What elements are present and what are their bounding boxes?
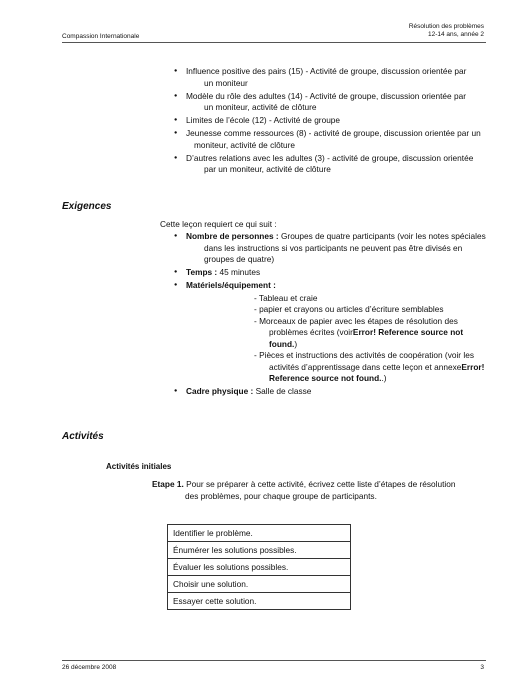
requirements-list bbox=[174, 231, 500, 399]
asset-bullet-list bbox=[174, 66, 500, 177]
subheading-activites-initiales: Activités initiales bbox=[106, 462, 172, 471]
list-item: ● D’autres relations avec les adultes (3) - activité de groupe, discussion orientée par un moniteur, activité de clôture bbox=[174, 153, 500, 176]
steps-table bbox=[167, 524, 351, 610]
list-item: ● Limites de l’école (12) - Activité de groupe bbox=[174, 115, 500, 127]
list-item-nombre: ● Nombre de personnes : Groupes de quatre participants (voir les notes spéciales dans les instructions si vos participants ne peuvent pas être divisés en groupes de quatre) bbox=[174, 231, 500, 266]
header-subtitle: 12-14 ans, année 2 bbox=[427, 31, 484, 38]
list-item: ● Modèle du rôle des adultes (14) - Activité de groupe, discussion orientée par un moniteur, activité de clôture bbox=[174, 91, 500, 114]
list-item: ● Influence positive des pairs (15) - Activité de groupe, discussion orientée par un moniteur bbox=[174, 66, 500, 89]
section-title-activites: Activités bbox=[62, 431, 104, 442]
exigences-intro: Cette leçon requiert ce qui suit : bbox=[160, 219, 277, 229]
section-title-exigences: Exigences bbox=[62, 201, 112, 212]
list-item-temps: ● Temps : 45 minutes bbox=[174, 267, 500, 279]
list-item-materiels: ● Matériels/équipement : - Tableau et craie - papier et crayons ou articles d’écriture semblables - Morceaux de papier avec les étapes de résolution des problèmes écrites (voirError! Reference source not found.) - Pièces et instructions des activités de coopération (voir les activités d’apprentissage dans cette leçon et annexeError! Reference source not found..) bbox=[174, 280, 500, 385]
footer-date: 26 décembre 2008 bbox=[62, 664, 117, 671]
header-divider bbox=[62, 42, 486, 43]
list-item-cadre: ● Cadre physique : Salle de classe bbox=[174, 386, 500, 398]
list-item: ● Jeunesse comme ressources (8) - activité de groupe, discussion orientée par un moniteur, activité de clôture bbox=[174, 128, 500, 151]
header-title-block bbox=[409, 23, 484, 39]
etape-1-paragraph: Etape 1. Pour se préparer à cette activité, écrivez cette liste d’étapes de résolution des problèmes, pour chaque groupe de participants. bbox=[152, 479, 456, 501]
page-number: 3 bbox=[480, 664, 484, 671]
header-org: Compassion Internationale bbox=[62, 33, 140, 40]
table-row: Essayer cette solution. bbox=[168, 593, 351, 610]
table-row: Énumérer les solutions possibles. bbox=[168, 542, 351, 559]
footer-divider bbox=[62, 660, 486, 661]
table-row: Identifier le problème. bbox=[168, 525, 351, 542]
table-row: Choisir une solution. bbox=[168, 576, 351, 593]
header-title: Résolution des problèmes bbox=[408, 23, 484, 30]
materials-sublist: - Tableau et craie - papier et crayons ou articles d’écriture semblables - Morceaux de papier avec les étapes de résolution des problèmes écrites (voirError! Reference source not found.) - Pièces et instructions des activités de coopération (voir les activités d’apprentissage dans cette leçon et annexeError! Reference source not found..) bbox=[254, 292, 485, 383]
table-row: Évaluer les solutions possibles. bbox=[168, 559, 351, 576]
